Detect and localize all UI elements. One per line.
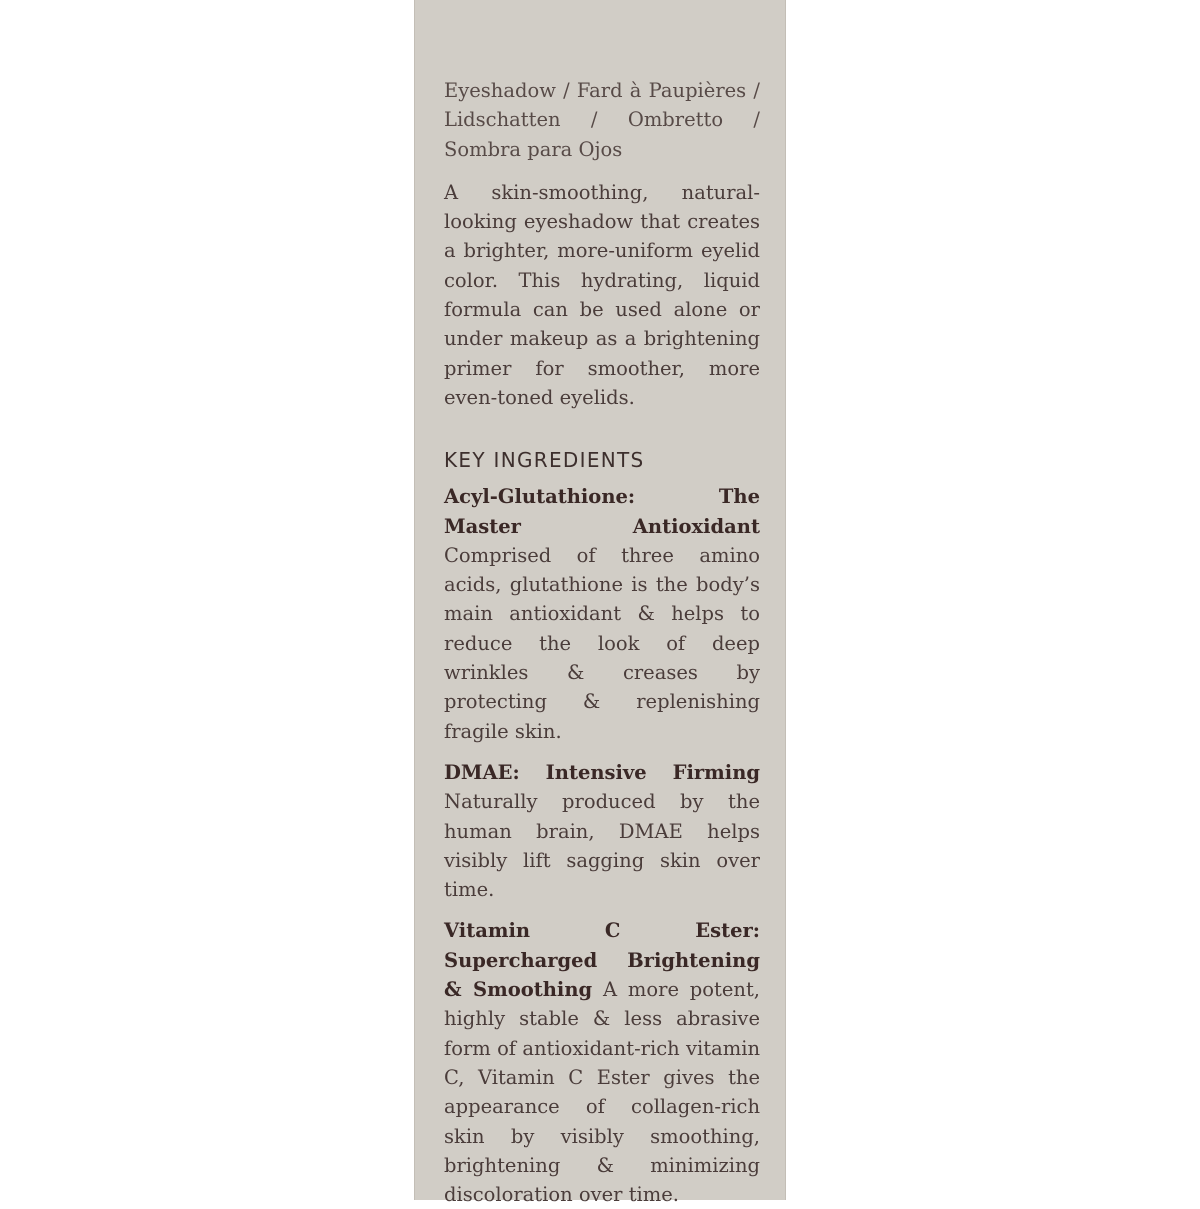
panel-content: [444, 76, 760, 1209]
ingredient-title: DMAE: Intensive Firming: [444, 760, 760, 784]
key-ingredients-heading: KEY INGREDIENTS: [444, 448, 645, 473]
ingredient-text: Comprised of three amino acids, glutathione is the body’s main antioxidant & helps to reduce the look of deep wrinkles & creases by protecting & replenishing fragile skin.: [444, 543, 760, 743]
ingredient-text: A more potent, highly stable & less abrasive form of antioxidant-rich vitamin C, Vitamin C Ester gives the appearance of collagen-rich skin by visibly smoothing, brightening & minimizing discoloration over time.: [444, 978, 760, 1207]
ingredient-list: [444, 482, 760, 1209]
product-names: Eyeshadow / Fard à Paupières / Lidschatten / Ombretto / Sombra para Ojos: [444, 79, 760, 161]
product-description: A skin-smoothing, natural-looking eyeshadow that creates a brighter, more-uniform eyelid color. This hydrating, liquid formula can be used alone or under makeup as a brightening primer for smoother, more even-toned eyelids.: [444, 180, 760, 409]
ingredient-title: Acyl-Glutathione: The Master Antioxidant: [444, 485, 760, 538]
ingredient-text: Naturally produced by the human brain, DMAE helps visibly lift sagging skin over time.: [444, 790, 760, 902]
ingredient-dmae: [444, 758, 760, 904]
ingredient-vitamin-c-ester: [444, 916, 760, 1209]
ingredient-title: Vitamin C Ester: Supercharged Brightening & Smoothing: [444, 919, 760, 1002]
ingredient-acyl-glutathione: [444, 482, 760, 746]
packaging-panel: [414, 0, 786, 1207]
